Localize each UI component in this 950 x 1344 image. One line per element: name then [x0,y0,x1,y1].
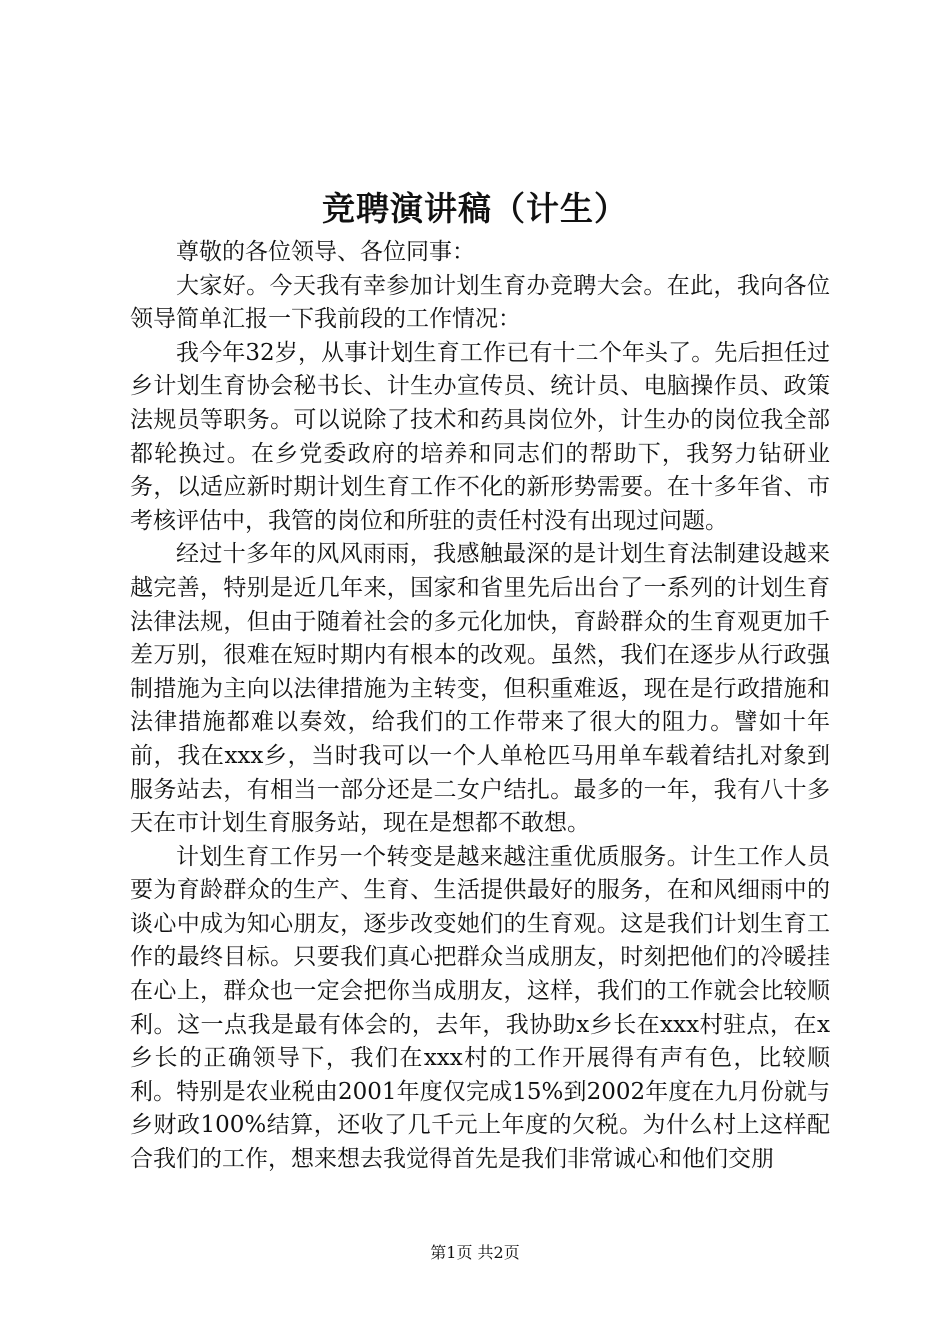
page-number-footer: 第1页 共2页 [430,1243,520,1262]
document-title: 竞聘演讲稿（计生） [322,189,628,228]
salutation-paragraph: 尊敬的各位领导、各位同事： [176,239,475,265]
body-paragraph: 计划生育工作另一个转变是越来越注重优质服务。计生工作人员要为育龄群众的生产、生育、生活提供最好的服务，在和风细雨中的谈心中成为知心朋友，逐步改变她们的生育观。这是我们计划生育工作的最终目标。只要我们真心把群众当成朋友，时刻把他们的冷暖挂在心上，群众也一定会把你当成朋友，这样，我们的工作就会比较顺利。这一点我是最有体会的，去年，我协助x乡长在xxx村驻点，在x乡长的正确领导下，我们在xxx村的工作开展得有声有色，比较顺利。特别是农业税由2001年度仅完成15%到2002年度在九月份就与乡财政100%结算，还收了几千元上年度的欠税。为什么村上这样配合我们的工作，想来想去我觉得首先是我们非常诚心和他们交朋 [130,843,830,1173]
body-paragraph: 我今年32岁，从事计划生育工作已有十二个年头了。先后担任过乡计划生育协会秘书长、计生办宣传员、统计员、电脑操作员、政策法规员等职务。可以说除了技术和药具岗位外，计生办的岗位我全部都轮换过。在乡党委政府的培养和同志们的帮助下，我努力钻研业务，以适应新时期计划生育工作不化的新形势需要。在十多年省、市考核评估中，我管的岗位和所驻的责任村没有出现过问题。 [130,339,830,534]
document-body [130,236,830,1177]
body-paragraph: 大家好。今天我有幸参加计划生育办竞聘大会。在此，我向各位领导简单汇报一下我前段的工作情况： [130,272,830,333]
body-paragraph: 经过十多年的风风雨雨，我感触最深的是计划生育法制建设越来越完善，特别是近几年来，国家和省里先后出台了一系列的计划生育法律法规，但由于随着社会的多元化加快，育龄群众的生育观更加千差万别，很难在短时期内有根本的改观。虽然，我们在逐步从行政强制措施为主向以法律措施为主转变，但积重难返，现在是行政措施和法律措施都难以奏效，给我们的工作带来了很大的阻力。譬如十年前，我在xxx乡，当时我可以一个人单枪匹马用单车载着结扎对象到服务站去，有相当一部分还是二女户结扎。最多的一年，我有八十多天在市计划生育服务站，现在是想都不敢想。 [130,541,830,837]
